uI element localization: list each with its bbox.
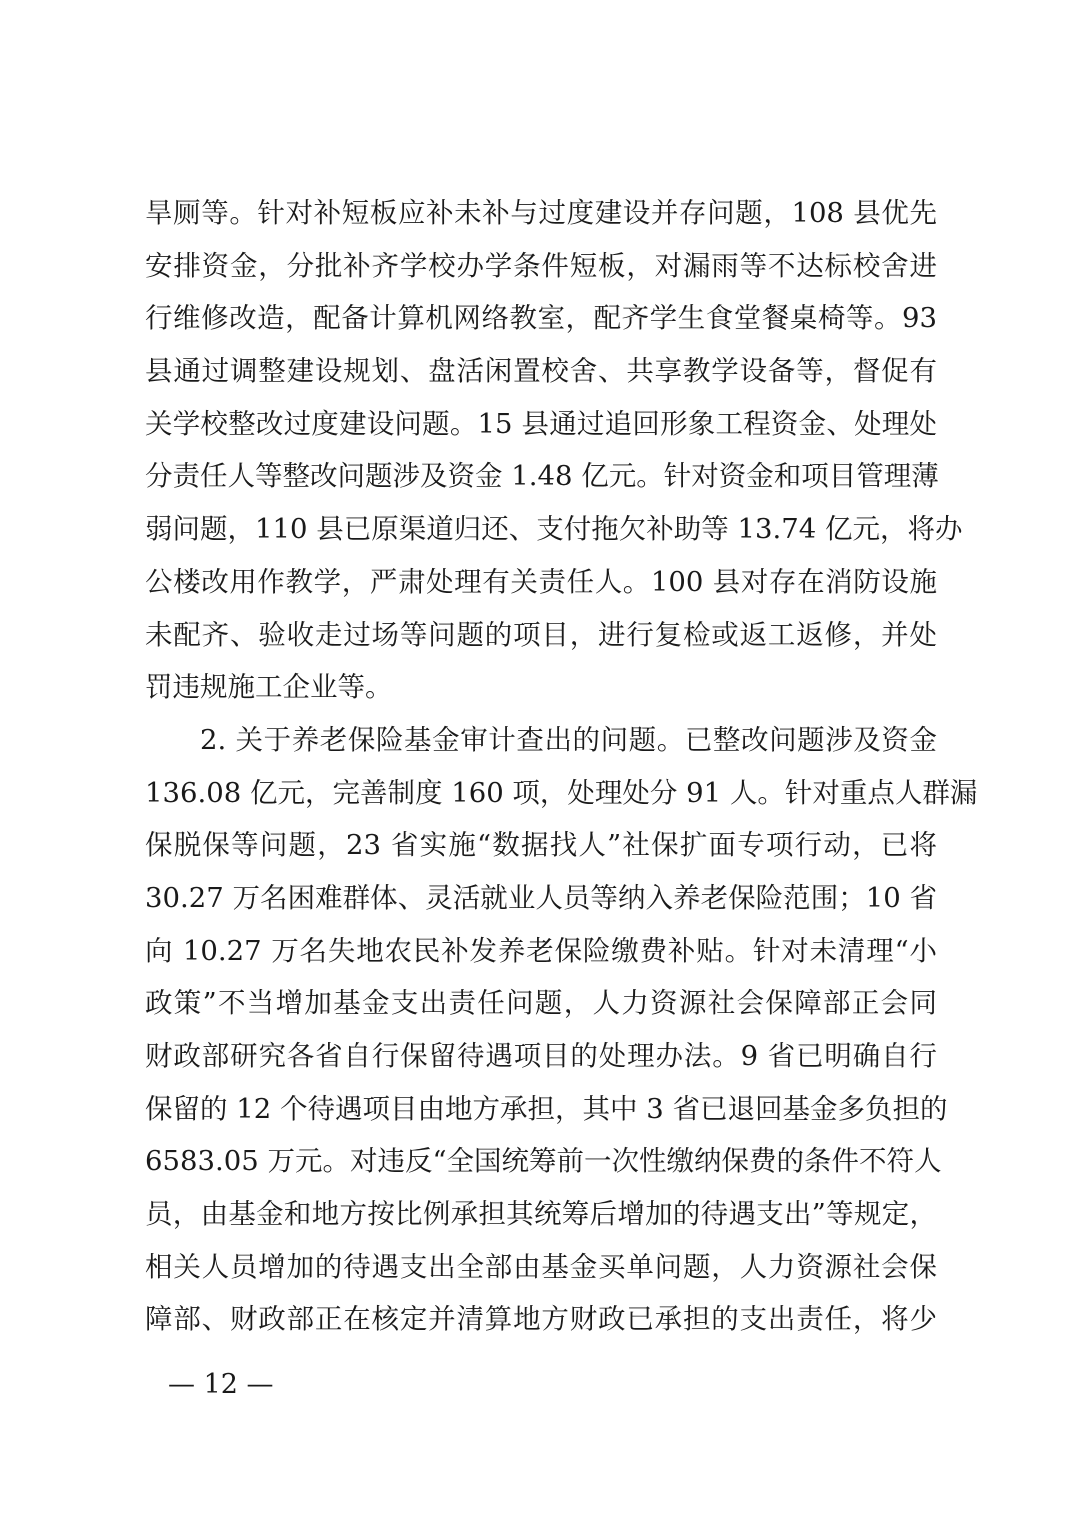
paragraph-end-line: 罚违规施工企业等。 <box>145 671 393 704</box>
text-line: 关学校整改过度建设问题。15 县通过追回形象工程资金、处理处 <box>145 407 937 440</box>
page-number: — 12 — <box>168 1369 274 1400</box>
text-line: 向 10.27 万名失地农民补发养老保险缴费补贴。针对未清理“小 <box>145 934 937 967</box>
text-line: 保脱保等问题，23 省实施“数据找人”社保扩面专项行动，已将 <box>145 829 937 862</box>
text-line: 保留的 12 个待遇项目由地方承担，其中 3 省已退回基金多负担的 <box>145 1092 948 1125</box>
text-line: 县通过调整建设规划、盘活闲置校舍、共享教学设备等，督促有 <box>145 355 937 388</box>
text-line: 相关人员增加的待遇支出全部由基金买单问题，人力资源社会保 <box>145 1250 937 1283</box>
text-line: 6583.05 万元。对违反“全国统筹前一次性缴纳保费的条件不符人 <box>145 1145 942 1178</box>
text-line: 财政部研究各省自行保留待遇项目的处理办法。9 省已明确自行 <box>145 1040 937 1072</box>
section-heading-line: 2. 关于养老保险基金审计查出的问题。已整改问题涉及资金 <box>200 723 937 756</box>
text-line: 公楼改用作教学，严肃处理有关责任人。100 县对存在消防设施 <box>145 565 937 598</box>
text-line: 行维修改造，配备计算机网络教室，配齐学生食堂餐桌椅等。93 <box>145 302 937 335</box>
text-line: 分责任人等整改问题涉及资金 1.48 亿元。针对资金和项目管理薄 <box>145 460 939 493</box>
text-line: 弱问题，110 县已原渠道归还、支付拖欠补助等 13.74 亿元，将办 <box>145 513 963 546</box>
body-text <box>145 187 978 1346</box>
text-line: 旱厕等。针对补短板应补未补与过度建设并存问题，108 县优先 <box>145 197 937 229</box>
text-line: 政策”不当增加基金支出责任问题，人力资源社会保障部正会同 <box>145 987 937 1020</box>
text-line: 136.08 亿元，完善制度 160 项，处理处分 91 人。针对重点人群漏 <box>145 776 978 809</box>
text-line: 障部、财政部正在核定并清算地方财政已承担的支出责任，将少 <box>145 1303 937 1336</box>
text-line: 未配齐、验收走过场等问题的项目，进行复检或返工返修，并处 <box>145 618 937 651</box>
text-line: 员，由基金和地方按比例承担其统筹后增加的待遇支出”等规定， <box>145 1198 937 1231</box>
text-line: 30.27 万名困难群体、灵活就业人员等纳入养老保险范围；10 省 <box>145 881 937 914</box>
text-line: 安排资金，分批补齐学校办学条件短板，对漏雨等不达标校舍进 <box>145 249 937 282</box>
